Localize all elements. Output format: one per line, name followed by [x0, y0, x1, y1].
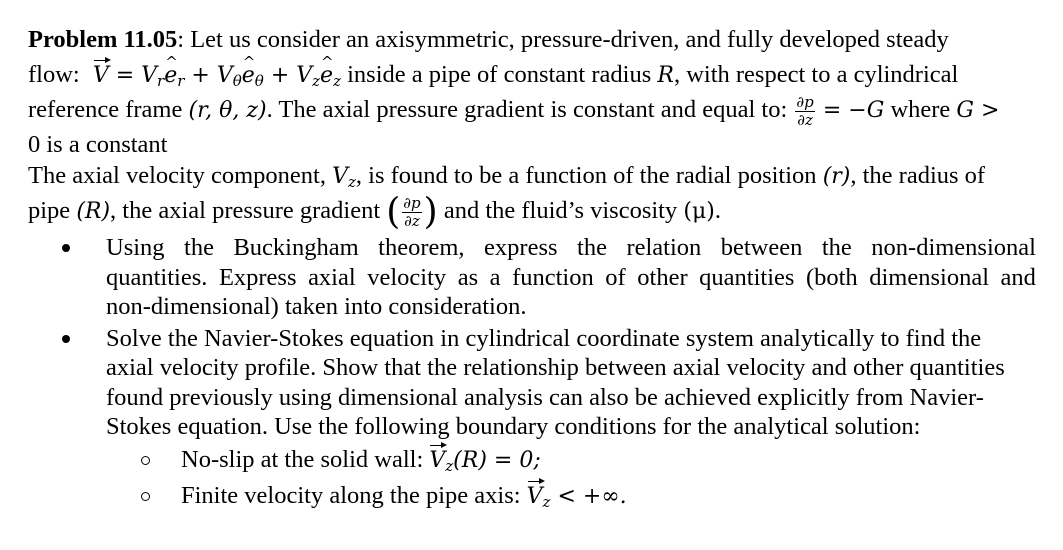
line-3 — [28, 92, 1036, 127]
boundary-conditions — [28, 442, 1036, 514]
task-line: found previously using dimensional analysis can also be achieved explicitly from Navier- — [106, 383, 984, 411]
vz-symbol: $V_z$ — [332, 164, 356, 191]
task-line: Using the Buckingham theorem, express the relation between the non-dimensional — [106, 234, 1036, 261]
gradient-value: = −G — [822, 98, 885, 123]
line-5 — [28, 158, 1036, 193]
pipe-text: inside a pipe of constant radius — [347, 61, 652, 88]
dp-dz-fraction: $\frac{\partial p}{\partial z}$ — [796, 92, 814, 129]
task-line: axial velocity profile. Show that the relationship between axial velocity and other quantities — [106, 354, 1005, 381]
line-4 — [28, 127, 1036, 162]
radius-symbol: R — [657, 63, 674, 88]
no-slip-equation: $V_z(R) = 0$; — [429, 448, 540, 473]
reference-frame-text: reference frame — [28, 96, 183, 123]
radius-of-text: , the radius of — [850, 162, 986, 189]
line-6 — [28, 193, 1036, 233]
bc-finite-velocity — [28, 478, 1036, 514]
where-text: where — [890, 96, 951, 123]
task-line: quantities. Express axial velocity as a function of other quantities (both dimensional and — [106, 263, 1036, 291]
no-slip-label: No-slip at the solid wall: — [181, 445, 424, 473]
r-symbol: (r) — [822, 164, 851, 189]
task-list — [28, 233, 1036, 442]
bullet-dot — [62, 335, 70, 343]
velocity-vector-equation: $V = V_re$ $\^{}_r + V_\theta e$ $\^{}_\theta + V_ze$ $\^{}_z$ — [86, 63, 341, 88]
task-buckingham — [28, 233, 1036, 322]
pressure-gradient-text: . The axial pressure gradient is constant and equal to: — [266, 96, 788, 123]
frame-coordinates: (r, θ, z) — [188, 98, 267, 123]
viscosity-text: and the fluid’s viscosity — [443, 197, 678, 224]
task-navier-stokes — [28, 324, 1036, 442]
problem-statement — [28, 22, 1036, 514]
mu-symbol: (μ) — [683, 199, 715, 224]
flow-label: flow: — [28, 61, 80, 88]
finite-equation: $V_z$ < +∞. — [527, 484, 627, 509]
task-line: non-dimensional) taken into consideration. — [106, 293, 527, 320]
finite-label: Finite velocity along the pipe axis: — [181, 481, 521, 509]
constant-text: 0 is a constant — [28, 131, 168, 158]
circle-bullet — [141, 492, 150, 501]
g-condition: G > — [956, 98, 1000, 123]
problem-label: Problem 11.05 — [28, 26, 178, 53]
paren-fraction: ( $\frac{\partial p}{\partial z}$ ) — [386, 191, 438, 233]
pipe-text-2: pipe — [28, 197, 71, 224]
axial-velocity-text: The axial velocity component, — [28, 162, 326, 189]
task-line: Solve the Navier-Stokes equation in cylindrical coordinate system analytically to find the — [106, 324, 982, 352]
function-text: , is found to be a function of the radial position — [355, 162, 817, 189]
frame-text: , with respect to a cylindrical — [673, 61, 959, 88]
line-1 — [28, 22, 1036, 57]
axial-gradient-text: , the axial pressure gradient — [110, 197, 381, 224]
circle-bullet — [141, 456, 150, 465]
bullet-dot — [62, 244, 70, 252]
task-line: Stokes equation. Use the following boundary conditions for the analytical solution: — [106, 413, 921, 440]
problem-intro: : Let us consider an axisymmetric, pressure-driven, and fully developed steady — [177, 26, 949, 53]
bc-no-slip — [28, 442, 1036, 478]
R-symbol: (R) — [76, 199, 111, 224]
line-2 — [28, 57, 1036, 92]
period: . — [714, 197, 721, 224]
